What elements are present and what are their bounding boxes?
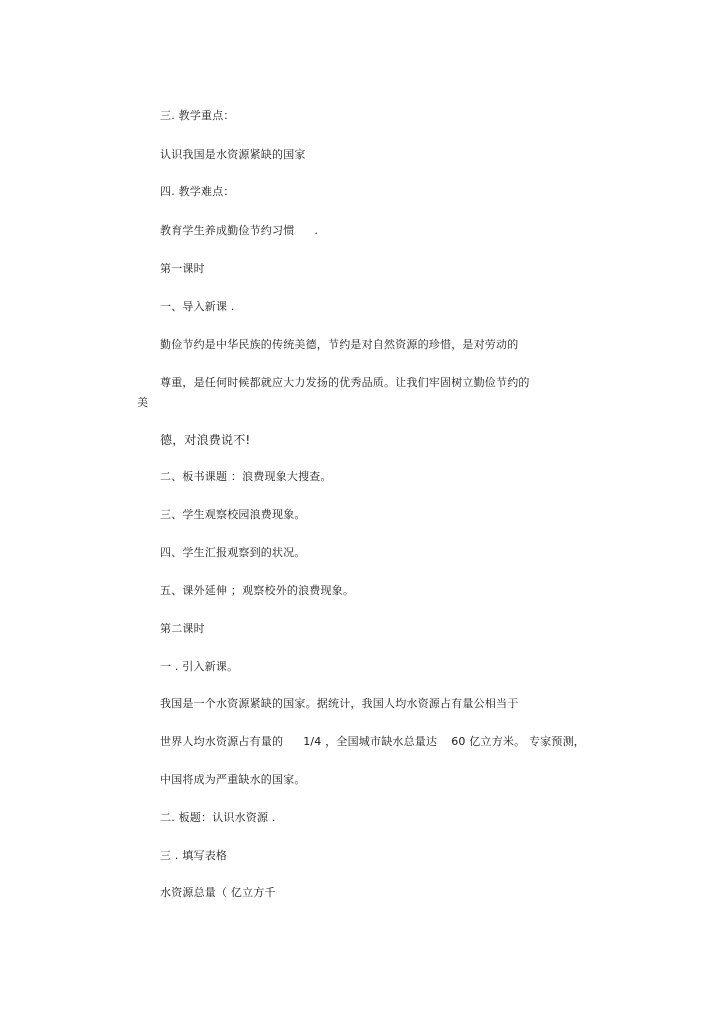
heading-teaching-focus: 三. 教学重点： <box>160 109 235 122</box>
heading-first-lesson: 第一课时 <box>160 262 205 275</box>
paragraph-water-3: 中国将成为严重缺水的国家。 <box>160 773 306 786</box>
paragraph-line-3: 德，对浪费说不! <box>160 433 251 447</box>
text-teaching-difficulty: 教育学生养成勤俭节约习惯 . <box>160 224 319 237</box>
step-four: 四、学生汇报观察到的状况。 <box>160 546 306 559</box>
step-two: 二、板书课题 ：浪费现象大搜查。 <box>160 470 332 483</box>
paragraph-water-2: 世界人均水资源占有量的 1/4 ，全国城市缺水总量达 60 亿立方米。 专家预测， <box>160 735 585 748</box>
table-header-text: 水资源总量（ 亿立方千 <box>160 886 276 899</box>
paragraph-water-1: 我国是一个水资源紧缺的国家。据统计，我国人均水资源占有量公相当于 <box>160 697 519 710</box>
heading-second-lesson: 第二课时 <box>160 622 205 635</box>
step-five: 五、课外延伸 ；观察校外的浪费现象。 <box>160 584 355 597</box>
heading-fill-table: 三 . 填写表格 <box>160 849 228 862</box>
heading-board-topic: 二. 板题：认识水资源 . <box>160 811 276 824</box>
heading-new-lesson: 一 . 引入新课。 <box>160 660 239 673</box>
paragraph-line-1: 勤俭节约是中华民族的传统美德，节约是对自然资源的珍惜，是对劳动的 <box>160 338 519 351</box>
text-teaching-focus: 认识我国是水资源紧缺的国家 <box>160 148 306 161</box>
paragraph-wrap-char: 美 <box>137 396 149 409</box>
paragraph-line-2: 尊重，是任何时候都就应大力发扬的优秀品质。让我们牢固树立勤俭节约的 <box>160 376 530 389</box>
heading-intro: 一、导入新课 . <box>160 300 235 313</box>
step-three: 三、学生观察校园浪费现象。 <box>160 508 306 521</box>
heading-teaching-difficulty: 四. 教学难点： <box>160 185 235 198</box>
